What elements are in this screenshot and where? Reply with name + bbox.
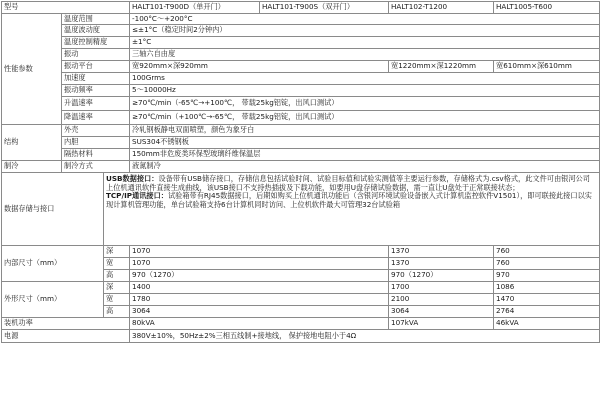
param-value: -100°C～+200°C xyxy=(130,14,600,25)
dimension-value: 3064 xyxy=(389,306,494,318)
dimension-value: 1370 xyxy=(389,258,494,270)
param-label: 加速度 xyxy=(62,73,130,85)
table-row xyxy=(2,161,600,173)
power-value: 80kVA xyxy=(130,318,389,330)
param-label: 降温速率 xyxy=(62,111,130,125)
param-label: 温度范围 xyxy=(62,14,130,25)
model-name: HALT101-T900S（双开门） xyxy=(260,2,389,14)
param-label: 制冷方式 xyxy=(62,161,130,173)
spec-table xyxy=(1,1,600,343)
performance-group-label: 性能参数 xyxy=(2,14,62,125)
param-value: 150mm非危废类环保型玻璃纤维保温层 xyxy=(130,149,600,161)
table-row xyxy=(2,73,600,85)
dimension-value: 1470 xyxy=(494,294,600,306)
dimension-value: 1070 xyxy=(130,258,389,270)
dimension-value: 760 xyxy=(494,258,600,270)
outer-size-group-label: 外形尺寸（mm） xyxy=(2,282,104,318)
dimension-value: 2100 xyxy=(389,294,494,306)
table-row xyxy=(2,14,600,25)
table-row xyxy=(2,282,600,294)
param-value: 冷轧钢板静电双面喷塑，颜色为象牙白 xyxy=(130,125,600,137)
dimension-value: 1370 xyxy=(389,246,494,258)
table-row xyxy=(2,61,600,73)
tcp-interface-title: TCP/IP通讯接口： xyxy=(106,191,168,201)
table-row xyxy=(2,149,600,161)
model-name: HALT1005-T600 xyxy=(494,2,600,14)
param-label: 内胆 xyxy=(62,137,130,149)
param-value: 100Grms xyxy=(130,73,600,85)
table-row xyxy=(2,137,600,149)
usb-interface-title: USB数据接口： xyxy=(106,174,159,183)
dimension-label: 宽 xyxy=(104,294,130,306)
param-value: 5～10000Hz xyxy=(130,85,600,97)
supply-value: 380V±10%，50Hz±2%三相五线制+接地线， 保护接地电阻小于4Ω xyxy=(130,330,600,343)
model-label: 型号 xyxy=(2,2,130,14)
usb-interface-text: 设备带有USB储存接口，存储信息包括试验时间、试验目标值和试验实测值等主要运行参数，存储格式为.csv格式，此文件可由银河公司上位机通讯软件直接生成曲线，该USB接口不支持热插拔及下载功能，如要用U盘存储试验数据，需一直让U盘处于正常联接状态； xyxy=(106,174,590,192)
dimension-label: 深 xyxy=(104,282,130,294)
table-row xyxy=(2,37,600,49)
param-label: 振动平台 xyxy=(62,61,130,73)
power-label: 装机功率 xyxy=(2,318,130,330)
dimension-label: 高 xyxy=(104,306,130,318)
table-row xyxy=(2,97,600,111)
param-label: 温度控制精度 xyxy=(62,37,130,49)
table-row xyxy=(2,246,600,258)
param-label: 外壳 xyxy=(62,125,130,137)
power-value: 46kVA xyxy=(494,318,600,330)
param-label: 振动 xyxy=(62,49,130,61)
param-value: 宽920mm×深920mm xyxy=(130,61,389,73)
dimension-value: 1780 xyxy=(130,294,389,306)
param-label: 隔热材料 xyxy=(62,149,130,161)
dimension-value: 2764 xyxy=(494,306,600,318)
power-value: 107kVA xyxy=(389,318,494,330)
table-row xyxy=(2,85,600,97)
data-storage-group-label: 数据存储与接口 xyxy=(2,173,104,246)
param-value: 宽610mm×深610mm xyxy=(494,61,600,73)
tcp-interface-text: 试验箱带有RJ45数据接口，后期如购买上位机通讯功能后（含银河环境试验设备嵌入式计算机监控软件V1501），即可联接此接口以实现计算机管理功能，单台试验箱支持6台计算机同时访问、上位机软件最大可管理32台试验箱 xyxy=(106,191,592,209)
param-value: ≤±1°C（稳定时间2分钟内） xyxy=(130,25,600,37)
dimension-value: 970 xyxy=(494,270,600,282)
param-value: SUS304不锈钢板 xyxy=(130,137,600,149)
dimension-value: 1700 xyxy=(389,282,494,294)
table-row xyxy=(2,49,600,61)
cooling-group-label: 制冷 xyxy=(2,161,62,173)
supply-label: 电源 xyxy=(2,330,130,343)
table-row xyxy=(2,330,600,343)
table-row xyxy=(2,318,600,330)
dimension-value: 3064 xyxy=(130,306,389,318)
dimension-label: 宽 xyxy=(104,258,130,270)
dimension-value: 1400 xyxy=(130,282,389,294)
model-header-row xyxy=(2,2,600,14)
param-value: ≥70℃/min（+100℃→-65℃， 带载25kg铝锭，出风口测试） xyxy=(130,111,600,125)
model-name: HALT101-T900D（单开门） xyxy=(130,2,260,14)
table-row xyxy=(2,173,600,246)
model-name: HALT102-T1200 xyxy=(389,2,494,14)
tcp-interface-paragraph xyxy=(106,192,597,209)
structure-group-label: 结构 xyxy=(2,125,62,161)
param-label: 温度波动度 xyxy=(62,25,130,37)
dimension-value: 760 xyxy=(494,246,600,258)
dimension-label: 深 xyxy=(104,246,130,258)
param-label: 振动频率 xyxy=(62,85,130,97)
usb-interface-paragraph xyxy=(106,175,597,192)
inner-size-group-label: 内部尺寸（mm） xyxy=(2,246,104,282)
param-value: ±1°C xyxy=(130,37,600,49)
data-storage-description xyxy=(104,173,600,246)
dimension-value: 1070 xyxy=(130,246,389,258)
dimension-value: 1086 xyxy=(494,282,600,294)
table-row xyxy=(2,25,600,37)
param-value: 液氮制冷 xyxy=(130,161,600,173)
param-value: 宽1220mm×深1220mm xyxy=(389,61,494,73)
dimension-value: 970（1270） xyxy=(389,270,494,282)
table-row xyxy=(2,111,600,125)
table-row xyxy=(2,125,600,137)
dimension-label: 高 xyxy=(104,270,130,282)
param-label: 升温速率 xyxy=(62,97,130,111)
dimension-value: 970（1270） xyxy=(130,270,389,282)
param-value: ≥70℃/min（-65℃→+100℃， 带载25kg铝锭，出风口测试） xyxy=(130,97,600,111)
param-value: 三轴六自由度 xyxy=(130,49,600,61)
